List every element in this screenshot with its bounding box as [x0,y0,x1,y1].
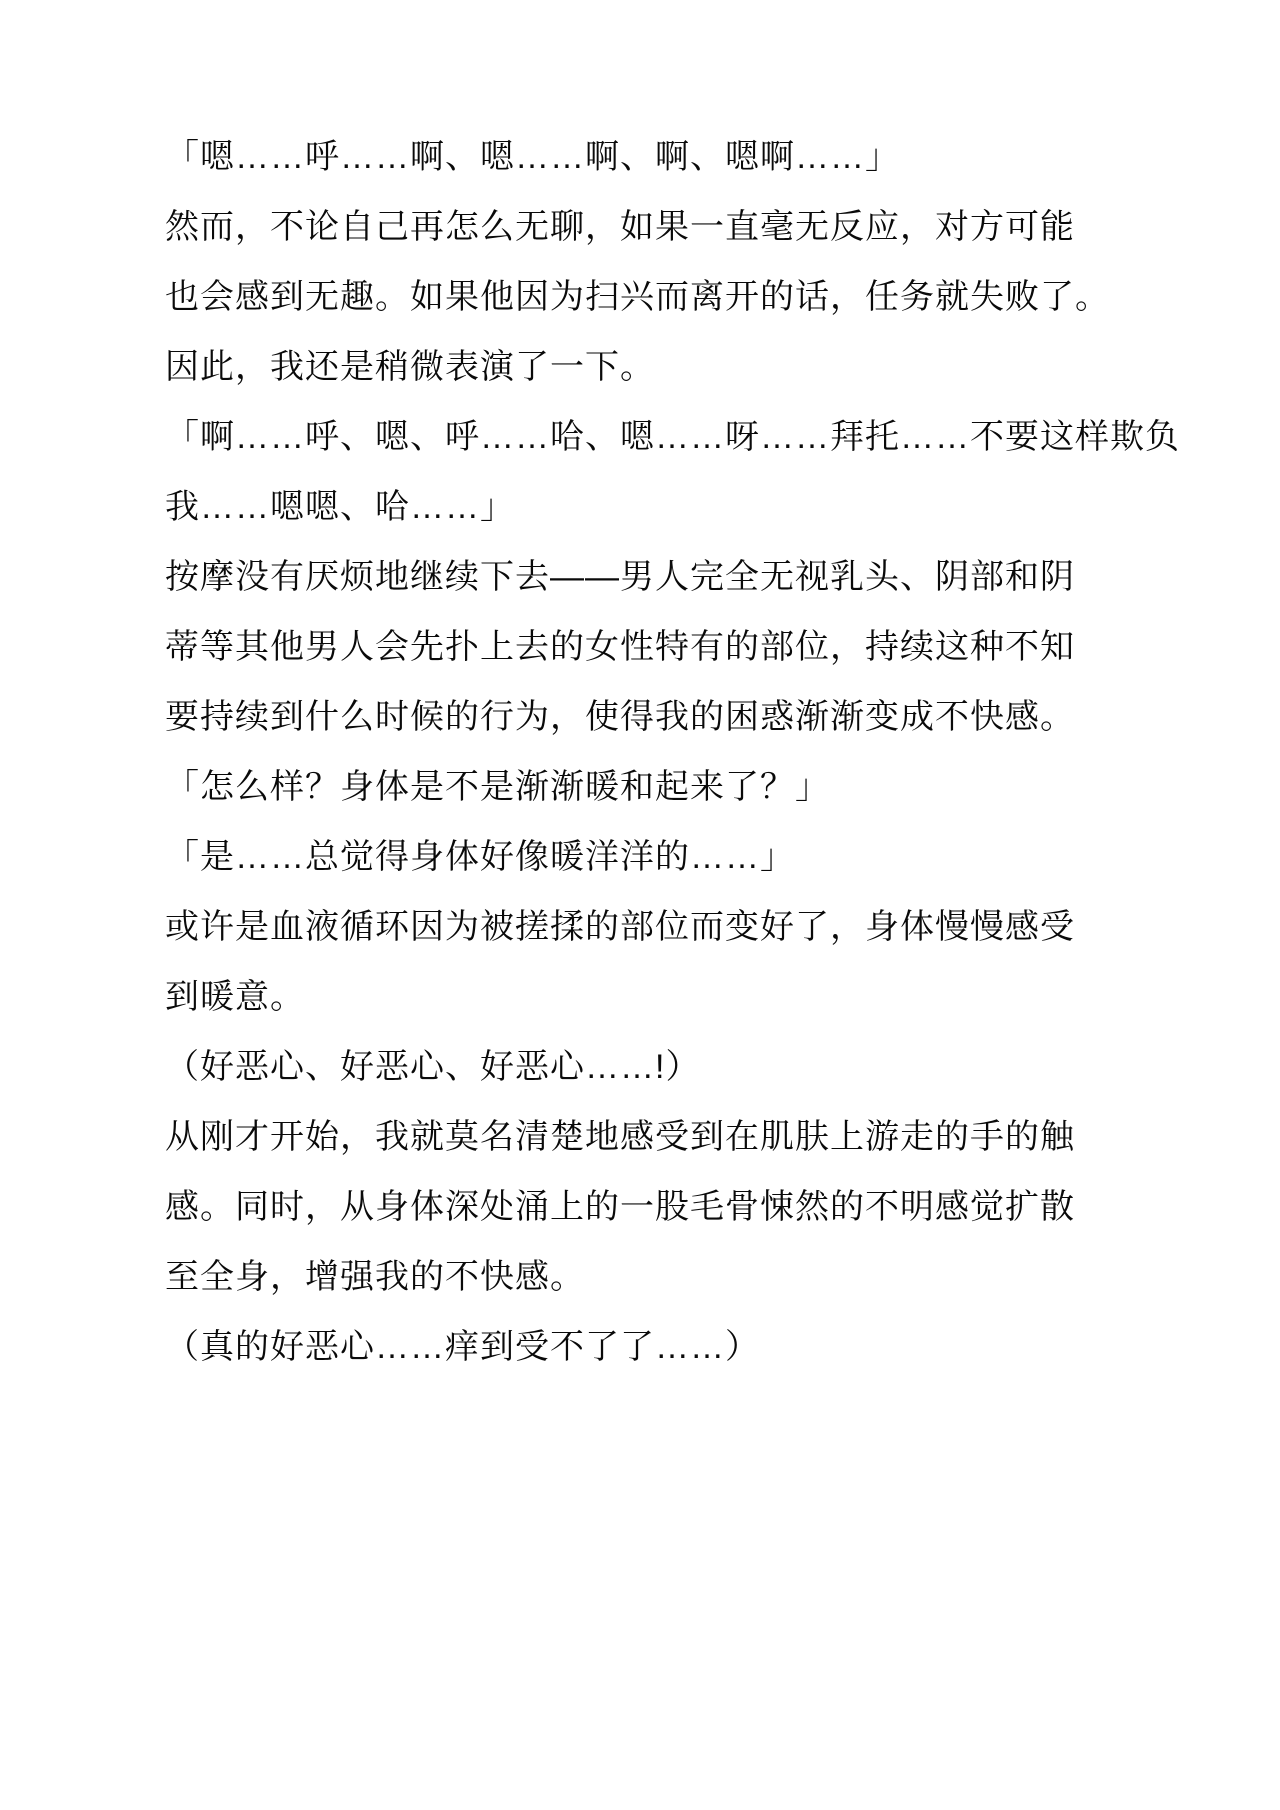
text-line: 因此，我还是稍微表演了一下。 [165,348,655,386]
text-line: 「怎么样？身体是不是渐渐暖和起来了？」 [165,768,830,806]
text-line: 到暖意。 [165,978,305,1016]
text-line: 或许是血液循环因为被搓揉的部位而变好了，身体慢慢感受 [165,908,1075,946]
novel-text-block [165,122,1180,1382]
text-line: 「嗯……呼……啊、嗯……啊、啊、嗯啊……」 [165,138,900,176]
text-line: 按摩没有厌烦地继续下去——男人完全无视乳头、阴部和阴 [165,558,1075,596]
text-line: 我……嗯嗯、哈……」 [165,488,515,526]
text-line: （好恶心、好恶心、好恶心……!） [165,1048,701,1086]
text-line: 也会感到无趣。如果他因为扫兴而离开的话，任务就失败了。 [165,278,1110,316]
text-line: 「是……总觉得身体好像暖洋洋的……」 [165,838,795,876]
text-line: 从刚才开始，我就莫名清楚地感受到在肌肤上游走的手的触 [165,1118,1075,1156]
text-line: 要持续到什么时候的行为，使得我的困惑渐渐变成不快感。 [165,698,1075,736]
text-line: （真的好恶心……痒到受不了了……） [165,1328,760,1366]
text-line: 感。同时，从身体深处涌上的一股毛骨悚然的不明感觉扩散 [165,1188,1075,1226]
text-line: 「啊……呼、嗯、呼……哈、嗯……呀……拜托……不要这样欺负 [165,418,1180,456]
text-line: 蒂等其他男人会先扑上去的女性特有的部位，持续这种不知 [165,628,1075,666]
text-line: 至全身，增强我的不快感。 [165,1258,585,1296]
text-line: 然而，不论自己再怎么无聊，如果一直毫无反应，对方可能 [165,208,1075,246]
